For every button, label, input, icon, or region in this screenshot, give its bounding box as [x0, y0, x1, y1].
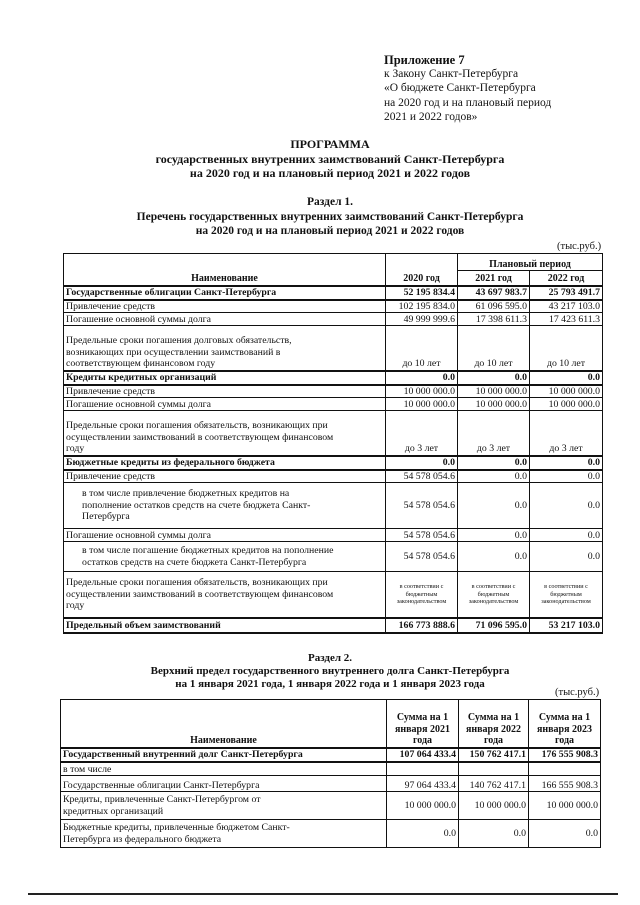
- row-label: Государственные облигации Санкт-Петербурга: [64, 286, 386, 300]
- cell-2022: 150 762 417.1: [459, 748, 529, 762]
- row-label: в том числе привлечение бюджетных кредитов на пополнение остатков средств на счете бюджета Санкт-Петербурга: [64, 483, 386, 529]
- table-row: [64, 286, 603, 300]
- cell-2020: 166 773 888.6: [386, 618, 458, 633]
- table-row: [61, 792, 601, 820]
- cell-2023: 166 555 908.3: [529, 776, 601, 792]
- col-header-2021: Сумма на 1 января 2021 года: [387, 700, 459, 748]
- row-label: Кредиты, привлеченные Санкт-Петербургом от кредитных организаций: [61, 792, 387, 820]
- appendix-line: к Закону Санкт-Петербурга: [384, 68, 519, 81]
- cell-2021: 17 398 611.3: [458, 313, 530, 326]
- section1-heading: Раздел 1.: [306, 196, 354, 208]
- cell-2021: 71 096 595.0: [458, 618, 530, 633]
- appendix-line: «О бюджете Санкт-Петербурга: [384, 82, 536, 95]
- section1-units: (тыс.руб.): [557, 241, 602, 252]
- table-row: [64, 483, 603, 529]
- cell-2022: 140 762 417.1: [459, 776, 529, 792]
- cell-2023: 176 555 908.3: [529, 748, 601, 762]
- table-row: [64, 313, 603, 326]
- cell-2022: 10 000 000.0: [459, 792, 529, 820]
- section2-title-block: [30, 652, 630, 691]
- row-label: Государственные облигации Санкт-Петербурга: [61, 776, 387, 792]
- row-label: Предельный объем заимствований: [64, 618, 386, 633]
- cell-2021: в соответствии с бюджетным законодательством: [458, 572, 530, 618]
- cell-2022: 0.0: [530, 470, 603, 483]
- table-row: [64, 411, 603, 456]
- cell-2023: [529, 762, 601, 776]
- cell-2023: 0.0: [529, 820, 601, 848]
- cell-2020: 54 578 054.6: [386, 483, 458, 529]
- cell-2022: 10 000 000.0: [530, 385, 603, 398]
- row-label: Погашение основной суммы долга: [64, 313, 386, 326]
- row-label: Предельные сроки погашения долговых обязательств, возникающих при осуществлении заимствований в соответствующем финансовом году: [64, 326, 386, 371]
- cell-2020: 10 000 000.0: [386, 385, 458, 398]
- cell-2022: 43 217 103.0: [530, 300, 603, 313]
- cell-2021: 97 064 433.4: [387, 776, 459, 792]
- table-row: [64, 385, 603, 398]
- cell-2020: 54 578 054.6: [386, 529, 458, 542]
- cell-2022: 53 217 103.0: [530, 618, 603, 633]
- row-label: Погашение основной суммы долга: [64, 398, 386, 411]
- cell-2021: 0.0: [458, 456, 530, 470]
- cell-2020: 10 000 000.0: [386, 398, 458, 411]
- table-row: [61, 776, 601, 792]
- cell-2022: [459, 762, 529, 776]
- cell-2022: 0.0: [530, 456, 603, 470]
- row-label: Кредиты кредитных организаций: [64, 371, 386, 385]
- col-header-2022: Сумма на 1 января 2022 года: [459, 700, 529, 748]
- program-title: ПРОГРАММА: [290, 137, 370, 151]
- cell-2022: 0.0: [530, 542, 603, 572]
- section2-subtitle: Верхний предел государственного внутреннего долга Санкт-Петербурга: [150, 665, 510, 677]
- row-label: Привлечение средств: [64, 300, 386, 313]
- cell-2022: 17 423 611.3: [530, 313, 603, 326]
- section1-title-block: [30, 195, 630, 239]
- cell-2021: 107 064 433.4: [387, 748, 459, 762]
- cell-2020: 49 999 999.6: [386, 313, 458, 326]
- cell-2023: 10 000 000.0: [529, 792, 601, 820]
- cell-2021: 0.0: [458, 542, 530, 572]
- borrowing-table: [63, 253, 603, 634]
- cell-2021: [387, 762, 459, 776]
- row-label: в том числе погашение бюджетных кредитов на пополнение остатков средств на счете бюджета Санкт-Петербурга: [64, 542, 386, 572]
- cell-2021: до 3 лет: [458, 411, 530, 456]
- section2-heading: Раздел 2.: [307, 652, 353, 664]
- col-header-planned: Плановый период: [458, 254, 603, 271]
- row-label: Привлечение средств: [64, 470, 386, 483]
- cell-2022: до 3 лет: [530, 411, 603, 456]
- debt-limit-table: [60, 699, 601, 848]
- cell-2020: до 3 лет: [386, 411, 458, 456]
- table-row: [64, 542, 603, 572]
- col-header-2023: Сумма на 1 января 2023 года: [529, 700, 601, 748]
- cell-2022: 0.0: [459, 820, 529, 848]
- section2-units: (тыс.руб.): [555, 687, 600, 698]
- appendix-line: на 2020 год и на плановый период: [384, 96, 552, 109]
- table-row: [64, 618, 603, 633]
- cell-2022: 10 000 000.0: [530, 398, 603, 411]
- cell-2021: 0.0: [458, 371, 530, 385]
- cell-2022: 0.0: [530, 529, 603, 542]
- cell-2021: 10 000 000.0: [458, 385, 530, 398]
- section1-subtitle: Перечень государственных внутренних заимствований Санкт-Петербурга: [136, 210, 524, 223]
- row-label: Государственный внутренний долг Санкт-Петербурга: [61, 748, 387, 762]
- row-label: Погашение основной суммы долга: [64, 529, 386, 542]
- appendix-line: 2021 и 2022 годов»: [384, 110, 478, 123]
- cell-2021: 43 697 983.7: [458, 286, 530, 300]
- table-row: [64, 456, 603, 470]
- cell-2021: 0.0: [458, 483, 530, 529]
- cell-2021: 10 000 000.0: [387, 792, 459, 820]
- section2-subtitle: на 1 января 2021 года, 1 января 2022 года и 1 января 2023 года: [175, 678, 485, 690]
- cell-2020: до 10 лет: [386, 326, 458, 371]
- program-subtitle: на 2020 год и на плановый период 2021 и 2022 годов: [189, 166, 471, 180]
- table-row: [64, 371, 603, 385]
- cell-2020: 52 195 834.4: [386, 286, 458, 300]
- col-header-name: Наименование: [61, 700, 387, 748]
- cell-2020: 54 578 054.6: [386, 470, 458, 483]
- col-header-name: Наименование: [64, 254, 386, 286]
- table-row: [64, 470, 603, 483]
- row-label: в том числе: [61, 762, 387, 776]
- table-row: [64, 398, 603, 411]
- table-row: [64, 300, 603, 313]
- table-row: [64, 326, 603, 371]
- cell-2020: 0.0: [386, 456, 458, 470]
- row-label: Предельные сроки погашения обязательств, возникающих при осуществлении заимствований в соответствующем финансовом году: [64, 411, 386, 456]
- section1-subtitle: на 2020 год и на плановый период 2021 и 2022 годов: [195, 225, 465, 237]
- cell-2020: 0.0: [386, 371, 458, 385]
- col-header-2021: 2021 год: [458, 271, 530, 286]
- table-row: [61, 748, 601, 762]
- program-title-block: [30, 137, 630, 181]
- appendix-title: Приложение 7: [384, 53, 465, 67]
- cell-2022: 0.0: [530, 371, 603, 385]
- cell-2021: 0.0: [458, 470, 530, 483]
- row-label: Привлечение средств: [64, 385, 386, 398]
- cell-2021: 0.0: [458, 529, 530, 542]
- col-header-2022: 2022 год: [530, 271, 603, 286]
- cell-2021: 61 096 595.0: [458, 300, 530, 313]
- table-row: [61, 762, 601, 776]
- cell-2022: до 10 лет: [530, 326, 603, 371]
- row-label: Бюджетные кредиты из федерального бюджета: [64, 456, 386, 470]
- cell-2022: в соответствии с бюджетным законодательством: [530, 572, 603, 618]
- cell-2022: 25 793 491.7: [530, 286, 603, 300]
- cell-2020: 54 578 054.6: [386, 542, 458, 572]
- cell-2021: 10 000 000.0: [458, 398, 530, 411]
- cell-2022: 0.0: [530, 483, 603, 529]
- row-label: Бюджетные кредиты, привлеченные бюджетом Санкт-Петербурга из федерального бюджета: [61, 820, 387, 848]
- program-subtitle: государственных внутренних заимствований Санкт-Петербурга: [155, 151, 505, 166]
- cell-2020: в соответствии с бюджетным законодательством: [386, 572, 458, 618]
- cell-2021: 0.0: [387, 820, 459, 848]
- cell-2021: до 10 лет: [458, 326, 530, 371]
- bottom-rule: [28, 893, 618, 895]
- col-header-2020: 2020 год: [386, 254, 458, 286]
- row-label: Предельные сроки погашения обязательств, возникающих при осуществлении заимствований в соответствующем финансовом году: [64, 572, 386, 618]
- appendix-block: [384, 53, 624, 124]
- table-row: [61, 820, 601, 848]
- cell-2020: 102 195 834.0: [386, 300, 458, 313]
- table-row: [64, 529, 603, 542]
- table-row: [64, 572, 603, 618]
